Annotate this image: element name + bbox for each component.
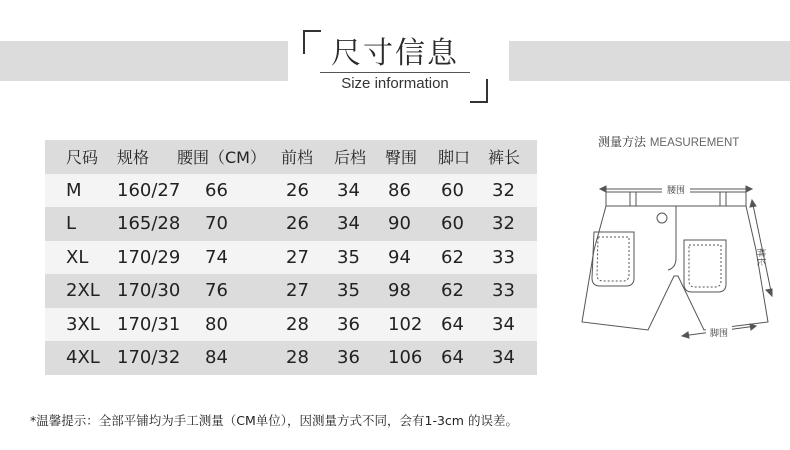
table-row <box>45 341 537 375</box>
table-cell: L <box>66 213 77 235</box>
table-cell: 4XL <box>66 347 100 369</box>
hem-arrow-head-right <box>750 324 756 330</box>
length-arrow-head-top <box>750 200 756 207</box>
waist-arrow-head-right <box>746 186 752 192</box>
table-cell: 165/28 <box>117 213 181 235</box>
table-cell: 170/29 <box>117 246 181 268</box>
table-cell: 66 <box>205 179 228 201</box>
table-cell: 26 <box>286 179 309 201</box>
table-cell: 32 <box>492 213 515 235</box>
column-header: 后档 <box>334 148 367 168</box>
measurement-title <box>598 133 739 150</box>
table-cell: 28 <box>286 347 309 369</box>
title-bracket-bottom-right <box>470 79 488 103</box>
table-cell: 170/30 <box>117 280 181 302</box>
title-bracket-top-left <box>303 30 321 54</box>
table-row <box>45 174 537 208</box>
table-cell: 27 <box>286 280 309 302</box>
table-cell: 3XL <box>66 313 100 335</box>
table-cell: 34 <box>337 213 360 235</box>
table-cell: 33 <box>492 280 515 302</box>
table-cell: 60 <box>441 213 464 235</box>
table-cell: 106 <box>388 347 423 369</box>
table-cell: 170/31 <box>117 313 181 335</box>
table-row <box>45 207 537 241</box>
table-cell: 36 <box>337 313 360 335</box>
right-header-band <box>509 41 790 81</box>
table-cell: 35 <box>337 246 360 268</box>
table-cell: 64 <box>441 347 464 369</box>
section-subtitle: Size information <box>341 75 449 92</box>
left-header-band <box>0 41 288 81</box>
waist-label: 腰围 <box>666 186 686 196</box>
table-cell: 160/27 <box>117 179 181 201</box>
table-header-row <box>45 140 537 174</box>
table-cell: 34 <box>492 347 515 369</box>
table-cell: 60 <box>441 179 464 201</box>
table-cell: 62 <box>441 246 464 268</box>
measurement-note: *温馨提示：全部平铺均为手工测量（CM单位），因测量方式不同，会有1-3cm 的误差。 <box>30 413 518 428</box>
table-cell: 32 <box>492 179 515 201</box>
table-cell: 35 <box>337 280 360 302</box>
column-header: 裤长 <box>488 148 521 168</box>
length-arrow-head-bottom <box>766 289 772 296</box>
table-cell: 64 <box>441 313 464 335</box>
column-header: 前档 <box>281 148 314 168</box>
table-cell: 86 <box>388 179 411 201</box>
table-cell: 76 <box>205 280 228 302</box>
table-cell: 36 <box>337 347 360 369</box>
hem-arrow-head-left <box>682 332 689 338</box>
table-cell: 33 <box>492 246 515 268</box>
measurement-title-cn: 测量方法 <box>598 135 647 149</box>
table-cell: 34 <box>337 179 360 201</box>
title-divider <box>320 72 470 73</box>
length-label: 裤长 <box>755 248 765 267</box>
table-cell: 170/32 <box>117 347 181 369</box>
section-title: 尺寸信息 <box>331 36 459 71</box>
table-cell: 94 <box>388 246 411 268</box>
table-cell: 34 <box>492 313 515 335</box>
table-cell: 28 <box>286 313 309 335</box>
column-header: 脚口 <box>438 148 471 168</box>
table-cell: 70 <box>205 213 228 235</box>
measurement-title-en: MEASUREMENT <box>649 137 740 149</box>
shorts-measurement-diagram <box>570 160 780 345</box>
table-cell: 27 <box>286 246 309 268</box>
table-cell: 102 <box>388 313 423 335</box>
table-cell: 26 <box>286 213 309 235</box>
table-cell: M <box>66 179 82 201</box>
table-cell: 90 <box>388 213 411 235</box>
column-header: 尺码 <box>66 148 99 168</box>
table-row <box>45 308 537 342</box>
column-header: 规格 <box>117 148 150 168</box>
size-table <box>45 140 537 375</box>
waist-arrow-head-left <box>600 186 606 192</box>
table-cell: XL <box>66 246 89 268</box>
table-cell: 74 <box>205 246 228 268</box>
column-header: 腰围（CM） <box>177 148 266 168</box>
shorts-outline-icon <box>582 192 768 330</box>
table-cell: 80 <box>205 313 228 335</box>
table-cell: 98 <box>388 280 411 302</box>
table-row <box>45 274 537 308</box>
column-header: 臀围 <box>385 148 418 168</box>
table-cell: 84 <box>205 347 228 369</box>
hem-label: 脚围 <box>709 329 729 339</box>
table-cell: 62 <box>441 280 464 302</box>
table-row <box>45 241 537 275</box>
table-cell: 2XL <box>66 280 100 302</box>
